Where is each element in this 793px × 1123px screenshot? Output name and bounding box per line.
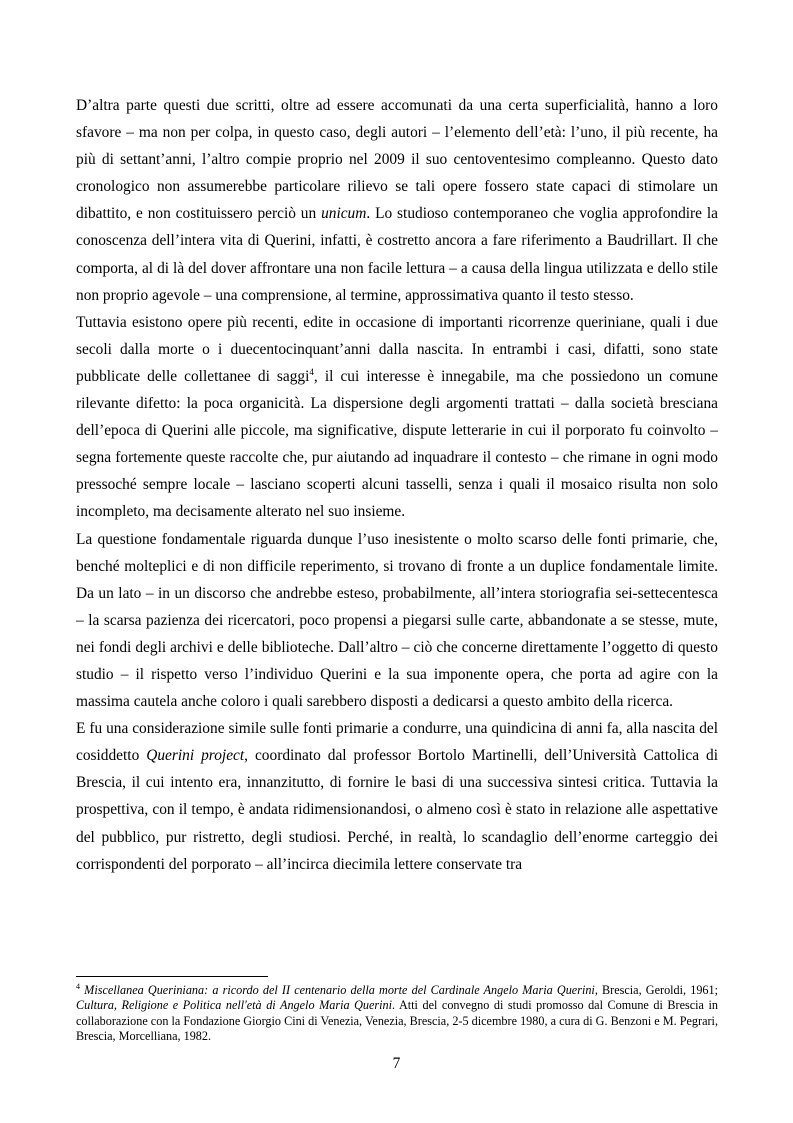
paragraph-4-text-b: , coordinato dal professor Bortolo Martinelli, dell’Università Cattolica di Brescia, il cui intento era, innanzitutto, di fornire le basi di una successiva sintesi critica. Tuttavia la prospettiva, con il tempo, è andata ridimensionandosi, o almeno così è stato in relazione alle aspettative del pubblico, pur ristretto, degli studiosi. Perché, in realtà, lo scandaglio dell’enorme carteggio dei corrispondenti del porporato – all’incirca diecimila lettere conservate tra bbox=[76, 747, 719, 873]
paragraph-1-text-a: D’altra parte questi due scritti, oltre ad essere accomunati da una certa superficialità, hanno a loro sfavore – ma non per colpa, in questo caso, degli autori – l’elemento dell’età: l’uno, il più recente, ha più di settant’anni, l’altro compie proprio nel 2009 il suo centoventesimo compleanno. Questo dato cronologico non assumerebbe particolare rilievo se tali opere fossero state capaci di stimolare un dibattito, e non costituissero perciò un bbox=[76, 97, 718, 223]
paragraph-2 bbox=[76, 309, 718, 526]
footnote-title-1: Miscellanea Queriniana bbox=[84, 983, 205, 997]
paragraph-3: La questione fondamentale riguarda dunque l’uso inesistente o molto scarso delle fonti primarie, che, benché molteplici e di non difficile reperimento, si trovano di fronte a un duplice fondamentale limite. Da un lato – in un discorso che andrebbe esteso, probabilmente, all’intera storiografia sei-settecentesca – la scarsa pazienza dei ricercatori, poco propensi a piegarsi sulle carte, abbandonate a se stesse, mute, nei fondi degli archivi e delle biblioteche. Dall’altro – ciò che concerne direttamente l’oggetto di questo studio – il rispetto verso l’individuo Querini e la sua imponente opera, che porta ad agire con la massima cautela anche coloro i quali sarebbero disposti a dedicarsi a questo ambito della ricerca. bbox=[76, 530, 718, 711]
footnote-ref-4[interactable]: 4 bbox=[309, 366, 314, 377]
italic-unicum: unicum bbox=[321, 205, 367, 223]
paragraph-2-text-b: , il cui interesse è innegabile, ma che possiedono un comune rilevante difetto: la poca organicità. La dispersione degli argomenti trattati – dalla società bresciana dell’epoca di Querini alle piccole, ma significative, dispute letterarie in cui il porporato fu coinvolto – segna fortemente queste raccolte che, pur aiutando ad inquadrare il contesto – che rimane in ogni modo pressoché sempre locale – lasciano scoperti alcuni tasselli, senza i quali il mosaico risulta non solo incompleto, ma decisamente alterato nel suo insieme. bbox=[76, 367, 718, 521]
footnote-publication-2: . Atti del convegno di studi promosso dal Comune di Brescia in collaborazione con la Fondazione Giorgio Cini di Venezia, Venezia, Brescia, 2-5 dicembre 1980, a cura di G. Benzoni e M. Pegrari, Brescia, Morcelliana, 1982. bbox=[76, 998, 718, 1044]
footnote-4 bbox=[76, 983, 718, 1045]
paragraph-1 bbox=[76, 92, 718, 309]
paragraph-4-text-a: E fu una considerazione simile sulle fonti primarie a condurre, una quindicina di anni fa, alla nascita del cosiddetto bbox=[76, 720, 718, 765]
italic-querini-project: Querini project bbox=[146, 747, 245, 765]
footnote-subtitle-1: : a ricordo del II centenario della morte del Cardinale Angelo Maria Querini bbox=[204, 983, 595, 997]
paragraph-1-text-b: . Lo studioso contemporaneo che voglia approfondire la conoscenza dell’intera vita di Querini, infatti, è costretto ancora a fare riferimento a Baudrillart. Il che comporta, al di là del dover affrontare una non facile lettura – a causa della lingua utilizzata e dello stile non proprio agevole – una comprensione, al termine, approssimativa quanto il testo stesso. bbox=[76, 205, 718, 304]
page-number: 7 bbox=[392, 1055, 401, 1072]
footnote-publication-1: , Brescia, Geroldi, 1961; bbox=[594, 983, 718, 997]
paragraph-2-text-a: Tuttavia esistono opere più recenti, edite in occasione di importanti ricorrenze queriniane, quali i due secoli dalla morte o i duecentocinquant’anni dalla nascita. In entrambi i casi, difatti, sono state pubblicate delle collettanee di saggi bbox=[76, 313, 718, 385]
body-text bbox=[76, 92, 718, 878]
footnote-number: 4 bbox=[76, 981, 80, 991]
footnote-separator bbox=[76, 976, 268, 977]
paragraph-4 bbox=[76, 715, 718, 878]
footnote-title-2: Cultura, Religione e Politica nell'età di Angelo Maria Querini bbox=[76, 998, 393, 1013]
